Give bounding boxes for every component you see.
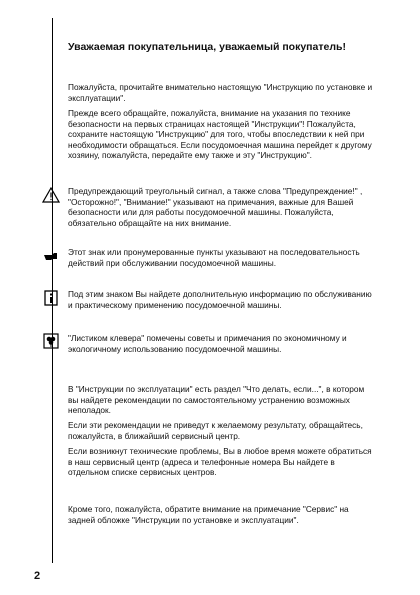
clover-leaf-icon: [42, 333, 60, 354]
page-title: Уважаемая покупательница, уважаемый покупатель!: [68, 41, 346, 53]
tech-problems-paragraph: Если возникнут технические проблемы, Вы в любое время можете обратиться в наш сервисный центр (адреса и телефонные номера Вы найдете в отдельном списке сервисных центров.: [68, 446, 372, 478]
steps-hand-icon: [42, 248, 60, 266]
steps-paragraph: Этот знак или пронумерованные пункты указывают на последовательность действий при обслуживании посудомоечной машины.: [68, 247, 360, 268]
service-center-paragraph: Если эти рекомендации не приведут к желаемому результату, обращайтесь, пожалуйста, в ближайший сервисный центр.: [68, 420, 363, 441]
page-number: 2: [34, 570, 41, 582]
warning-triangle-icon: [42, 187, 60, 208]
clover-paragraph: "Листиком клевера" помечены советы и примечания по экономичному и экологичному использованию посудомоечной машины.: [68, 333, 347, 354]
info-icon: [42, 290, 60, 311]
service-note-paragraph: Кроме того, пожалуйста, обратите внимание на примечание "Сервис" на задней обложке "Инструкции по установке и эксплуатации".: [68, 504, 349, 525]
safety-paragraph: Прежде всего обращайте, пожалуйста, внимание на указания по технике безопасности на первых страницах настоящей "Инструкции"! Пожалуйста, сохраните настоящую "Инструкцию" для того, чтобы впоследствии к ней при необходимости обращаться. Если посудомоечная машина перейдет к другому хозяину, пожалуйста, передайте ему также и эту "Инструкцию".: [68, 108, 372, 161]
info-paragraph: Под этим знаком Вы найдете дополнительную информацию по обслуживанию и практическому применению посудомоечной машины.: [68, 289, 372, 310]
troubleshooting-paragraph: В "Инструкции по эксплуатации" есть раздел "Что делать, если...", в котором вы найдете рекомендации по самостоятельному устранению возможных неполадок.: [68, 384, 365, 416]
intro-paragraph: Пожалуйста, прочитайте внимательно настоящую "Инструкцию по установке и эксплуатации".: [68, 82, 373, 103]
warning-paragraph: Предупреждающий треугольный сигнал, а также слова "Предупреждение!" , "Осторожно!", "Внимание!" указывают на примечания, важные для Вашей безопасности или для работы посудомоечной машины. Пожалуйста, обязательно обращайте на них внимание.: [68, 186, 363, 228]
